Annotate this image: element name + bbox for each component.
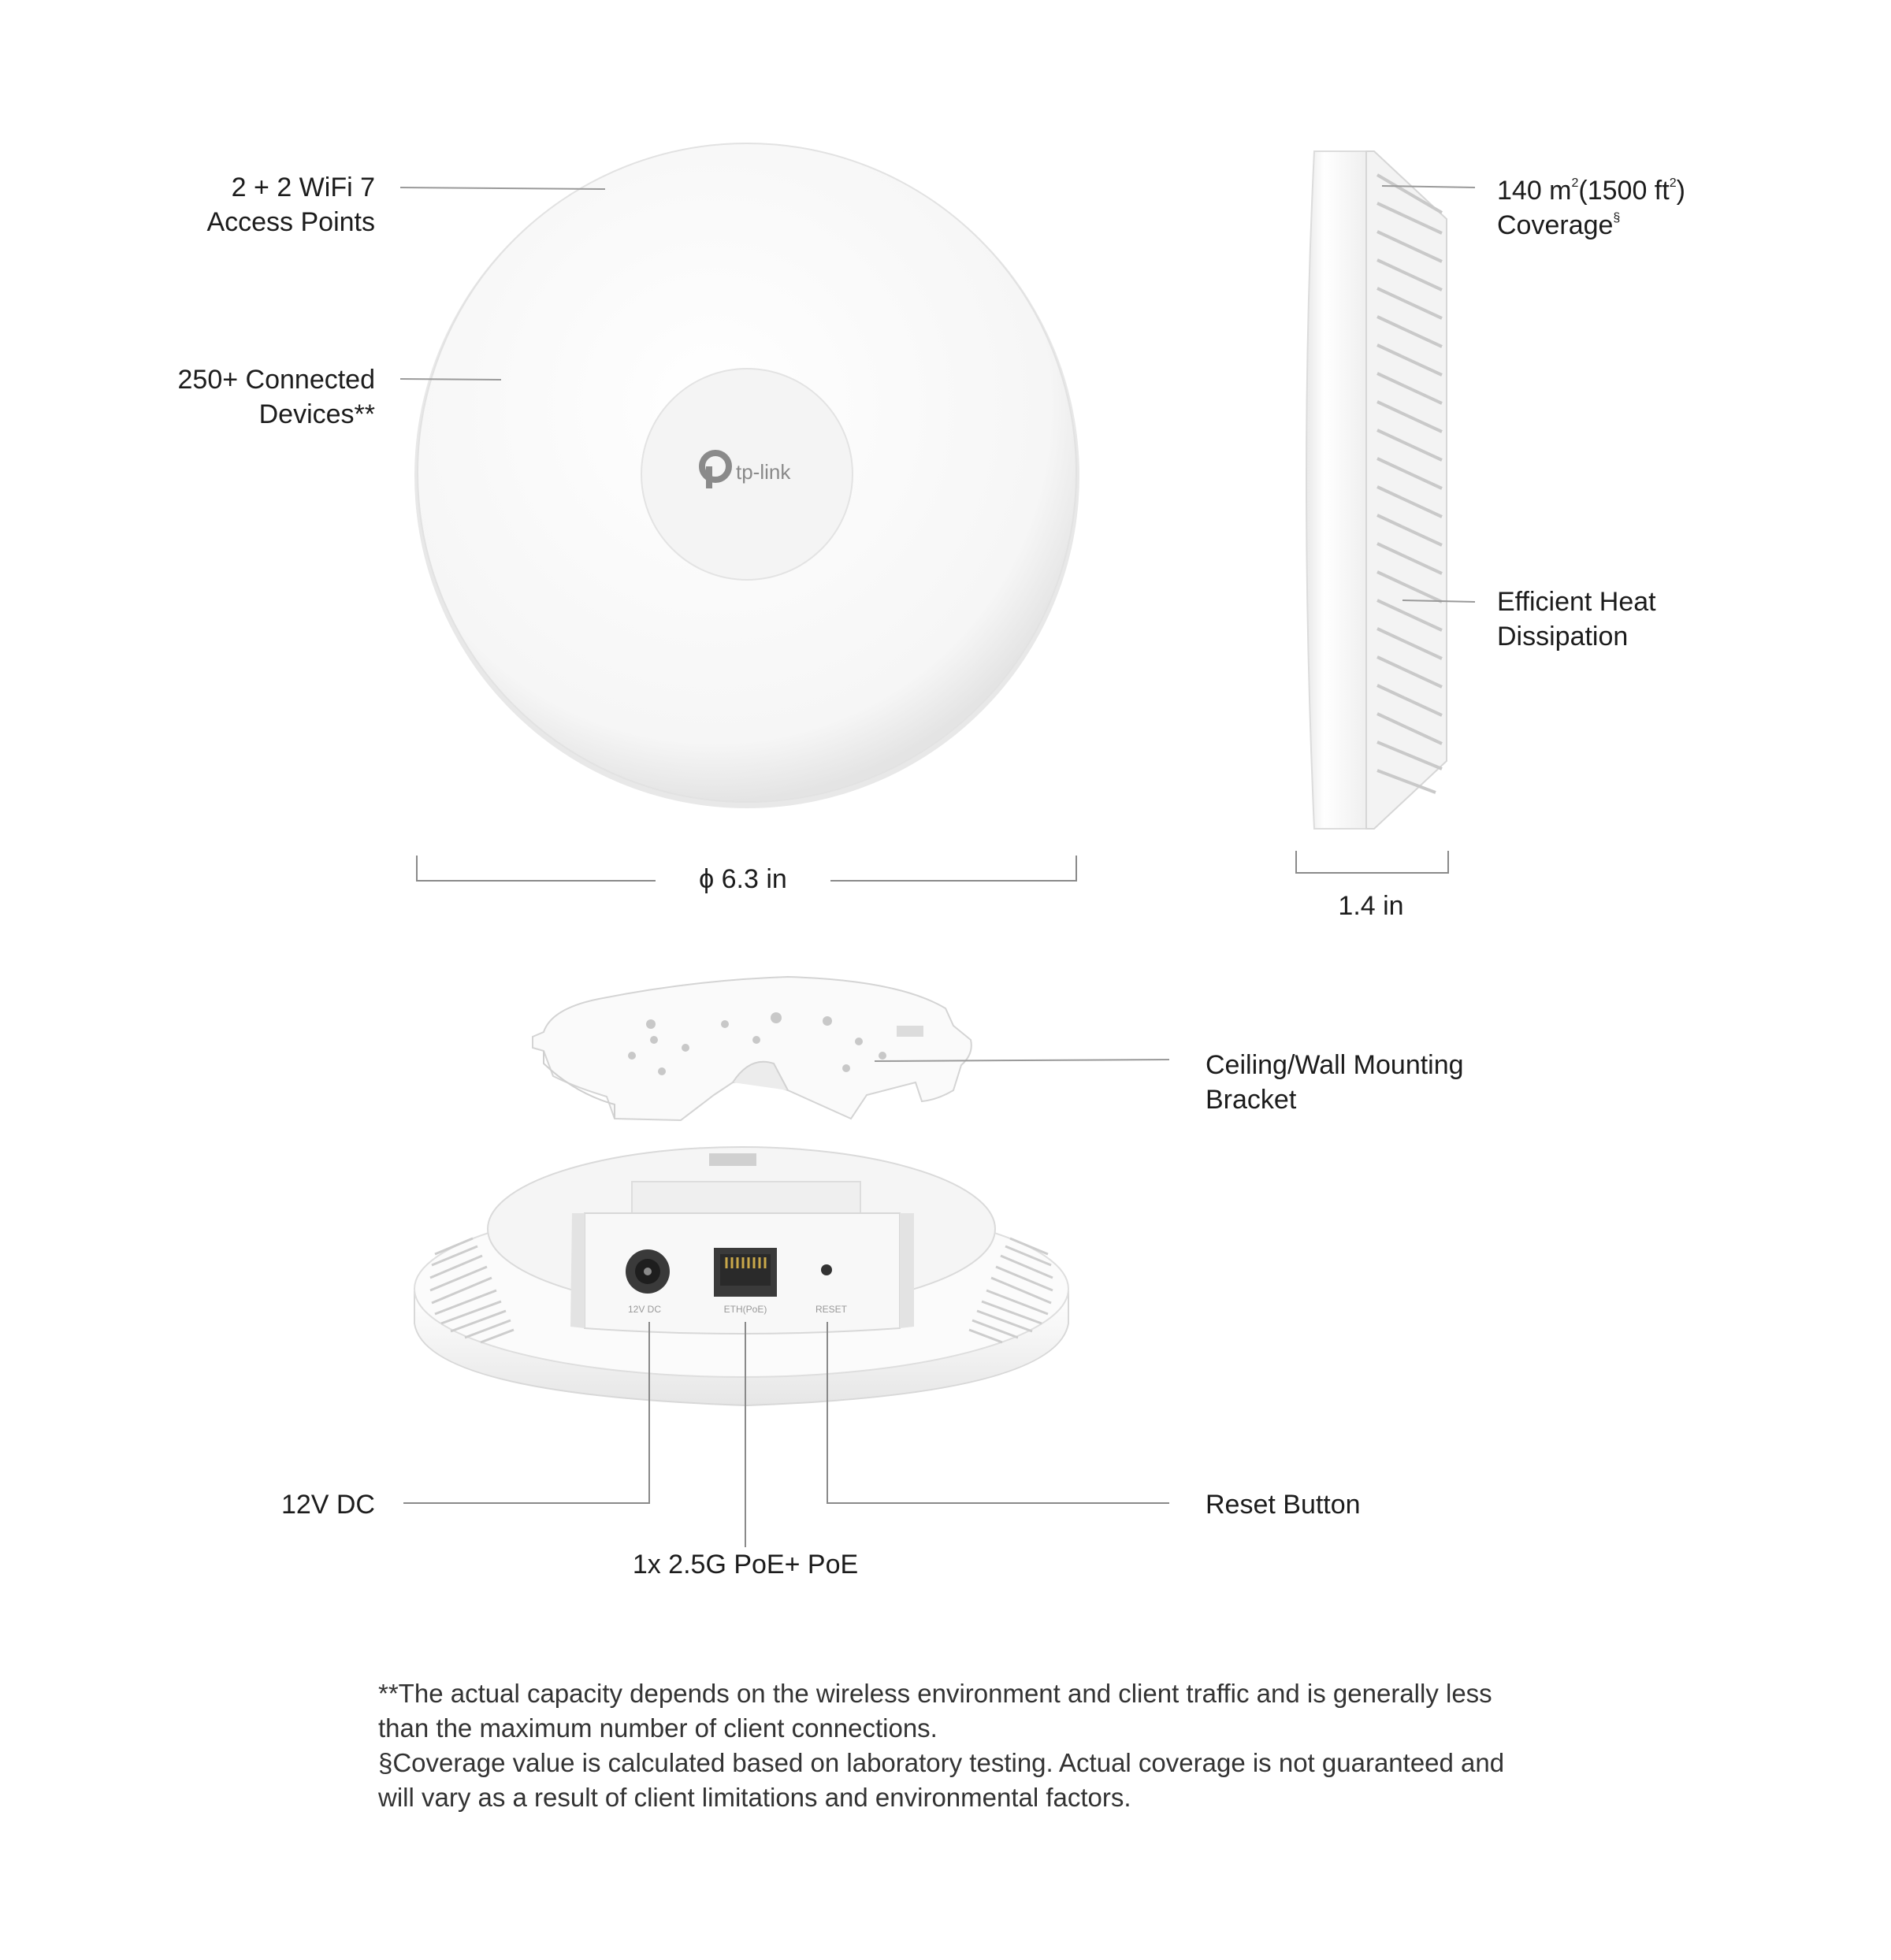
ethernet-port — [714, 1248, 777, 1297]
leader-connected-devices — [400, 379, 501, 380]
footnote-coverage: §Coverage value is calculated based on laboratory testing. Actual coverage is not guaranteed and will vary as a result of client limitations and environmental factors. — [378, 1748, 1505, 1812]
footnotes — [378, 1676, 1544, 1815]
label-thickness: 1.4 in — [1338, 891, 1404, 921]
label-mounting-bracket: Ceiling/Wall Mounting Bracket — [1206, 1050, 1464, 1115]
label-coverage: 140 $m^2(1500$ $ft^2$) Coverage§ — [1497, 176, 1685, 240]
device-top-view — [414, 143, 1079, 808]
mounting-bracket — [533, 977, 972, 1120]
device-bottom-view — [414, 1147, 1068, 1405]
label-poe-port: 1x 2.5G PoE+ PoE — [632, 1550, 859, 1580]
port-label-reset: RESET — [815, 1304, 848, 1315]
footnote-capacity: **The actual capacity depends on the wireless environment and client traffic and is generally less than the maximum number of client connections. — [378, 1679, 1492, 1743]
label-heat-dissipation: Efficient Heat Dissipation — [1497, 587, 1656, 651]
dc-jack — [626, 1249, 670, 1294]
label-access-points: 2 + 2 WiFi 7 Access Points — [206, 173, 375, 237]
thickness-dimension — [1296, 851, 1448, 873]
device-side-view — [1306, 151, 1447, 829]
logo-text: tp-link — [736, 460, 791, 484]
label-reset-button: Reset Button — [1206, 1490, 1361, 1520]
label-connected-devices: 250+ Connected Devices** — [177, 365, 375, 429]
port-label-eth: ETH(PoE) — [723, 1304, 767, 1315]
label-diameter: ϕ 6.3 in — [699, 864, 787, 894]
leader-access-points — [400, 187, 605, 189]
reset-pinhole — [821, 1264, 832, 1275]
label-dc-port: 12V DC — [280, 1490, 375, 1520]
port-label-dc: 12V DC — [627, 1304, 662, 1315]
